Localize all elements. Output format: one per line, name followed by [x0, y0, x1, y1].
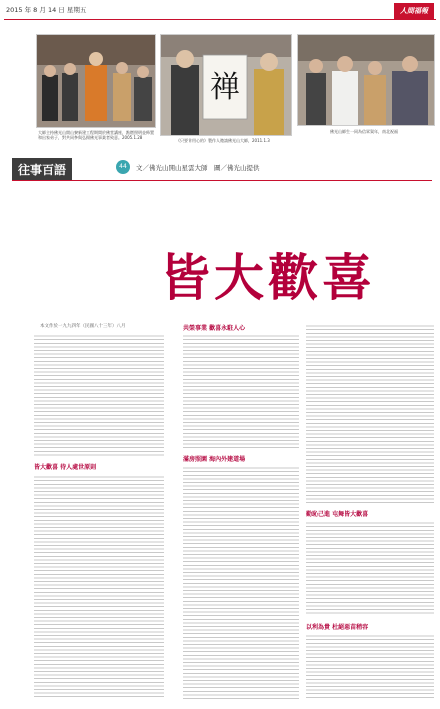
- body-column-2b: [183, 465, 299, 699]
- intro-note: 本文作於一九九四年（民國八十三年）八月: [40, 324, 126, 329]
- subhead: 皆大歡喜 待人處世原則: [34, 464, 97, 471]
- banner-rule: [12, 180, 432, 181]
- body-column-3b: [306, 520, 434, 616]
- header-rule: [4, 19, 436, 20]
- subhead: 勤恥己進 屯舞皆大歡喜: [306, 511, 369, 518]
- column-badge: 44: [116, 160, 130, 174]
- byline: 文／佛光山開山星雲大師 圖／佛光山提供: [136, 164, 260, 172]
- photo-ceremony: [36, 34, 156, 128]
- article-title: 皆大歡喜: [160, 248, 376, 307]
- photo-caption: 《只要肯用心的》製作人邀請佛光山大師，2011.1.3: [176, 138, 270, 143]
- body-column-3c: [306, 633, 434, 699]
- photo-caption: 大師主持佛光山開山寮新建工程期間於佛堂講座，點燃照明並佈置和出家弟子，對共同參與弘揚佛光事業者致意。2005.1.28: [38, 130, 154, 140]
- column-banner: [12, 156, 432, 182]
- body-column-3: [306, 323, 434, 503]
- body-column-2: [183, 333, 299, 448]
- photo-calligraphy: [160, 34, 292, 136]
- subhead: 以利為貴 杜絕惡苗稍容: [306, 624, 369, 631]
- subhead: 滿房照園 海內外建道場: [183, 456, 246, 463]
- body-column-1b: [34, 474, 164, 699]
- newspaper-logo: 人間福報: [394, 3, 434, 19]
- photo-gathering: [297, 34, 435, 126]
- body-column-1: [34, 333, 164, 458]
- subhead: 共榮事業 歡喜永駐人心: [183, 325, 246, 332]
- page-header: [0, 0, 440, 20]
- column-name: 往事百語: [12, 158, 72, 181]
- photo-caption: 佛光山師生一同為信眾賀年，南北祝福: [330, 129, 398, 134]
- svg-text:禅: 禅: [210, 70, 240, 105]
- issue-date: 2015 年 8 月 14 日 星期五: [6, 6, 87, 14]
